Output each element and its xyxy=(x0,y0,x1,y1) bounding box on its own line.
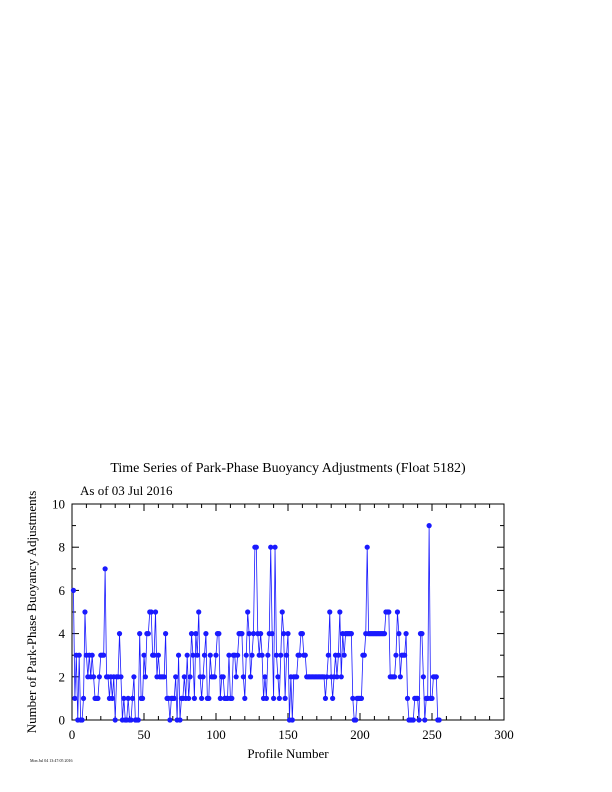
y-tick-label: 6 xyxy=(58,582,65,598)
data-point xyxy=(177,717,182,722)
data-point xyxy=(81,696,86,701)
data-point xyxy=(71,588,76,593)
data-point xyxy=(336,653,341,658)
data-point xyxy=(101,653,106,658)
data-point xyxy=(130,696,135,701)
data-point xyxy=(113,717,118,722)
data-point xyxy=(239,631,244,636)
data-point xyxy=(110,696,115,701)
data-point xyxy=(259,653,264,658)
data-point xyxy=(146,631,151,636)
data-point xyxy=(415,696,420,701)
y-tick-label: 4 xyxy=(58,626,65,642)
series-layer xyxy=(71,523,442,723)
data-point xyxy=(241,674,246,679)
data-point xyxy=(172,696,177,701)
data-point xyxy=(221,674,226,679)
data-point xyxy=(131,674,136,679)
data-point xyxy=(143,674,148,679)
data-point xyxy=(339,674,344,679)
data-point xyxy=(242,696,247,701)
data-point xyxy=(395,609,400,614)
data-point xyxy=(229,696,234,701)
data-point xyxy=(162,674,167,679)
data-point xyxy=(167,717,172,722)
data-point xyxy=(187,674,192,679)
x-tick-label: 250 xyxy=(422,727,442,742)
data-point xyxy=(393,653,398,658)
data-point xyxy=(206,696,211,701)
data-point xyxy=(91,674,96,679)
footer-stamp: Mon Jul 04 13:47:05 2016 xyxy=(30,758,73,763)
data-point xyxy=(140,696,145,701)
data-point xyxy=(196,609,201,614)
data-point xyxy=(79,717,84,722)
x-tick-label: 50 xyxy=(137,727,151,742)
y-tick-label: 10 xyxy=(52,496,65,512)
data-point xyxy=(365,545,370,550)
data-point xyxy=(203,631,208,636)
data-point xyxy=(405,696,410,701)
data-point xyxy=(416,717,421,722)
data-point xyxy=(117,631,122,636)
data-point xyxy=(216,631,221,636)
data-point xyxy=(402,653,407,658)
y-tick-label: 2 xyxy=(58,669,65,685)
data-point xyxy=(136,717,141,722)
data-point xyxy=(434,674,439,679)
data-point xyxy=(349,631,354,636)
data-point xyxy=(202,653,207,658)
data-point xyxy=(141,653,146,658)
data-point xyxy=(118,674,123,679)
data-point xyxy=(235,653,240,658)
y-tick-label: 0 xyxy=(58,712,65,728)
data-point xyxy=(278,653,283,658)
data-point xyxy=(163,631,168,636)
data-point xyxy=(285,631,290,636)
data-point xyxy=(300,631,305,636)
data-point xyxy=(200,674,205,679)
data-point xyxy=(421,674,426,679)
data-point xyxy=(429,696,434,701)
data-point xyxy=(323,696,328,701)
data-point xyxy=(419,631,424,636)
data-point xyxy=(95,696,100,701)
data-point xyxy=(284,653,289,658)
data-point xyxy=(173,674,178,679)
data-point xyxy=(90,653,95,658)
data-point xyxy=(193,631,198,636)
data-point xyxy=(283,696,288,701)
data-point xyxy=(362,653,367,658)
data-point xyxy=(82,609,87,614)
data-point xyxy=(249,653,254,658)
data-point xyxy=(265,653,270,658)
data-point xyxy=(258,631,263,636)
data-point xyxy=(199,696,204,701)
data-point xyxy=(192,696,197,701)
x-tick-label: 150 xyxy=(278,727,298,742)
data-point xyxy=(244,653,249,658)
data-point xyxy=(254,545,259,550)
data-point xyxy=(303,653,308,658)
data-point xyxy=(403,631,408,636)
data-point xyxy=(234,674,239,679)
data-point xyxy=(271,696,276,701)
data-point xyxy=(411,717,416,722)
data-point xyxy=(396,631,401,636)
data-point xyxy=(182,674,187,679)
data-point xyxy=(72,696,77,701)
data-point xyxy=(103,566,108,571)
chart-title: Time Series of Park-Phase Buoyancy Adjustments (Float 5182) xyxy=(110,461,466,476)
data-point xyxy=(342,653,347,658)
data-point xyxy=(176,653,181,658)
data-point xyxy=(427,523,432,528)
data-point xyxy=(398,674,403,679)
data-point xyxy=(422,717,427,722)
x-tick-label: 0 xyxy=(68,727,76,742)
data-point xyxy=(359,696,364,701)
x-tick-label: 200 xyxy=(350,727,370,742)
series-line xyxy=(73,526,439,720)
data-point xyxy=(280,609,285,614)
data-point xyxy=(270,631,275,636)
data-point xyxy=(337,609,342,614)
plot-frame xyxy=(72,504,504,720)
data-point xyxy=(248,674,253,679)
y-tick-label: 8 xyxy=(58,539,65,555)
data-point xyxy=(186,696,191,701)
data-point xyxy=(213,653,218,658)
chart-subtitle: As of 03 Jul 2016 xyxy=(80,483,173,498)
y-axis-label: Number of Park-Phase Buoyancy Adjustments xyxy=(24,490,39,734)
data-point xyxy=(437,717,442,722)
data-point xyxy=(353,717,358,722)
data-point xyxy=(294,674,299,679)
data-point xyxy=(277,696,282,701)
x-axis-label: Profile Number xyxy=(247,746,329,761)
x-tick-label: 100 xyxy=(206,727,226,742)
data-point xyxy=(330,696,335,701)
data-point xyxy=(245,609,250,614)
data-point xyxy=(392,674,397,679)
data-point xyxy=(262,674,267,679)
data-point xyxy=(97,674,102,679)
data-point xyxy=(272,545,277,550)
data-point xyxy=(264,696,269,701)
data-point xyxy=(327,609,332,614)
data-point xyxy=(290,717,295,722)
data-point xyxy=(212,674,217,679)
data-point xyxy=(275,674,280,679)
data-point xyxy=(153,609,158,614)
data-point xyxy=(195,653,200,658)
data-point xyxy=(137,631,142,636)
x-tick-label: 300 xyxy=(494,727,514,742)
data-point xyxy=(382,631,387,636)
data-point xyxy=(156,653,161,658)
data-point xyxy=(208,653,213,658)
data-point xyxy=(185,653,190,658)
data-point xyxy=(326,653,331,658)
data-point xyxy=(386,609,391,614)
data-point xyxy=(77,653,82,658)
